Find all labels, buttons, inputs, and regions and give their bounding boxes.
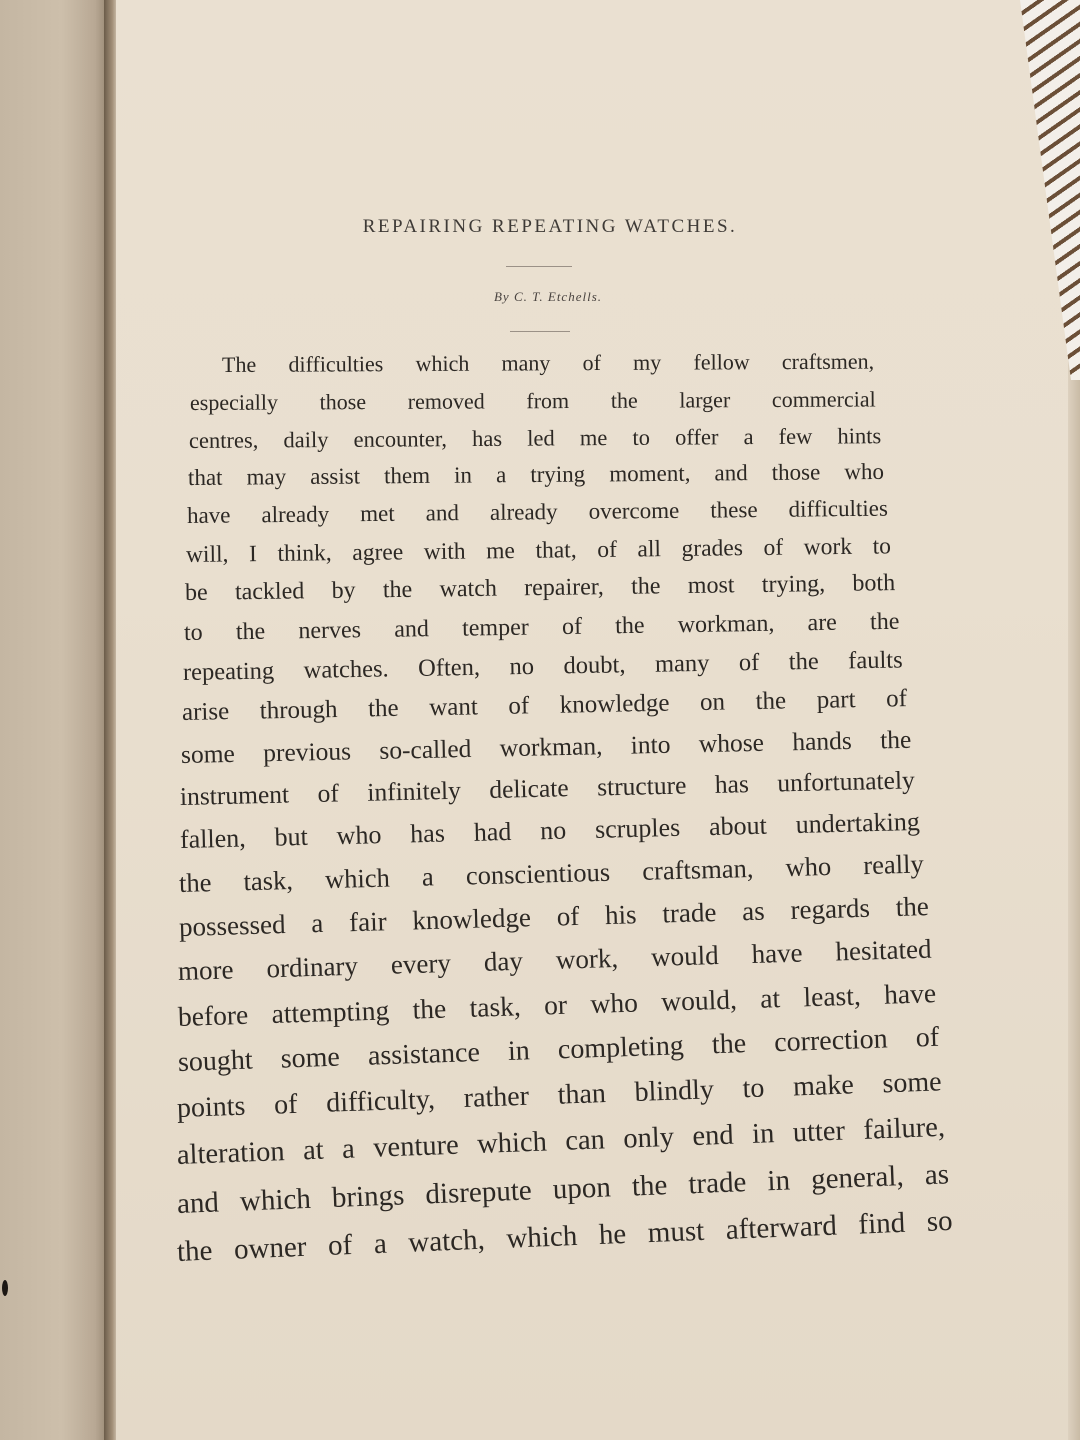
- text-line: centres, daily encounter, has led me to offer a few hints: [188, 423, 882, 453]
- text-line: the owner of a watch, which he must afterward find so: [176, 1204, 954, 1268]
- text-line: be tackled by the watch repairer, the most trying, both: [184, 570, 896, 606]
- text-line: instrument of infinitely delicate structure has unfortunately: [179, 765, 916, 811]
- text-line: sought some assistance in completing the correction of: [177, 1021, 940, 1078]
- text-line: and which brings disrepute upon the trade in general, as: [176, 1158, 950, 1220]
- text-line: repeating watches. Often, no doubt, many of the faults: [182, 646, 903, 686]
- text-line: some previous so-called workman, into whose hands the: [180, 724, 912, 769]
- text-line: will, I think, agree with me that, of all grades of work to: [185, 533, 892, 568]
- text-line: alteration at a venture which can only end in utter failure,: [176, 1111, 946, 1171]
- article-title: REPAIRING REPEATING WATCHES.: [362, 216, 738, 237]
- text-line: especially those removed from the larger commercial: [189, 386, 876, 415]
- text-line: more ordinary every day work, would have hesitated: [177, 933, 932, 986]
- text-line: arise through the want of knowledge on the part of: [181, 685, 908, 726]
- text-line: points of difficulty, rather than blindly to make some: [176, 1066, 943, 1124]
- text-line: fallen, but who has had no scruples about undertaking: [179, 806, 921, 854]
- text-line: that may assist them in a trying moment, and those who: [187, 458, 885, 490]
- article-byline: By C. T. Etchells.: [493, 289, 603, 304]
- text-line: have already met and already overcome these difficulties: [186, 495, 888, 528]
- text-line: the task, which a conscientious craftsman, who really: [178, 848, 925, 898]
- text-line: before attempting the task, or who would, at least, have: [177, 977, 937, 1032]
- text-line: possessed a fair knowledge of his trade as regards the: [178, 891, 930, 942]
- text-line: to the nerves and temper of the workman, are the: [183, 608, 900, 646]
- text-line: The difficulties which many of my fellow craftsmen,: [221, 348, 875, 377]
